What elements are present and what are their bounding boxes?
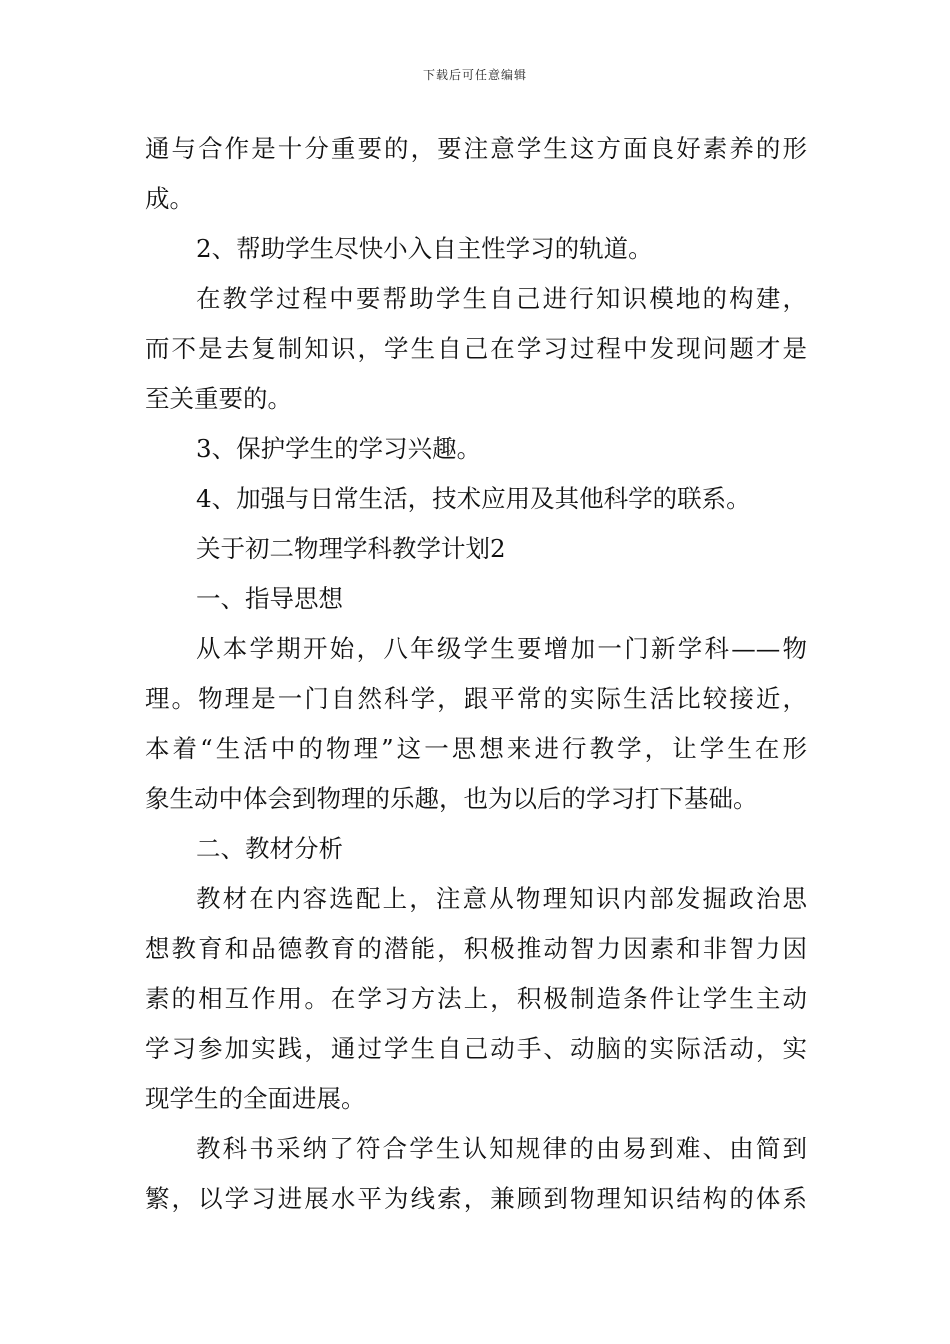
paragraph-line: 学习参加实践，通过学生自己动手、动脑的实际活动，实 — [145, 1034, 807, 1063]
section-heading: 一、指导思想 — [196, 584, 343, 613]
section-heading: 二、教材分析 — [196, 834, 343, 863]
paragraph-line: 在教学过程中要帮助学生自己进行知识模地的构建， — [196, 284, 807, 313]
paragraph-line: 教科书采纳了符合学生认知规律的由易到难、由简到 — [196, 1134, 807, 1163]
paragraph-line: 本着“生活中的物理”这一思想来进行教学，让学生在形 — [145, 734, 807, 763]
paragraph-line: 从本学期开始，八年级学生要增加一门新学科——物 — [196, 634, 807, 663]
paragraph-line: 素的相互作用。在学习方法上，积极制造条件让学生主动 — [145, 984, 807, 1013]
paragraph-line: 繁，以学习进展水平为线索，兼顾到物理知识结构的体系 — [145, 1184, 807, 1213]
paragraph-line: 教材在内容选配上，注意从物理知识内部发掘政治思 — [196, 884, 807, 913]
paragraph-line: 通与合作是十分重要的，要注意学生这方面良好素养的形 — [145, 134, 807, 163]
paragraph-line: 而不是去复制知识，学生自己在学习过程中发现问题才是 — [145, 334, 807, 363]
paragraph-line: 成。 — [145, 184, 194, 213]
paragraph-line: 至关重要的。 — [145, 384, 292, 413]
list-item-line: 4、加强与日常生活，技术应用及其他科学的联系。 — [196, 484, 751, 513]
paragraph-line: 理。物理是一门自然科学，跟平常的实际生活比较接近， — [145, 684, 807, 713]
list-item-line: 2、帮助学生尽快小入自主性学习的轨道。 — [196, 234, 653, 263]
paragraph-line: 象生动中体会到物理的乐趣，也为以后的学习打下基础。 — [145, 784, 758, 813]
list-item-line: 3、保护学生的学习兴趣。 — [196, 434, 482, 463]
paragraph-line: 想教育和品德教育的潜能，积极推动智力因素和非智力因 — [145, 934, 807, 963]
paragraph-line: 现学生的全面进展。 — [145, 1084, 366, 1113]
section-title: 关于初二物理学科教学计划2 — [196, 534, 506, 563]
page-header: 下载后可任意编辑 — [422, 68, 527, 82]
document-body — [145, 124, 807, 1224]
